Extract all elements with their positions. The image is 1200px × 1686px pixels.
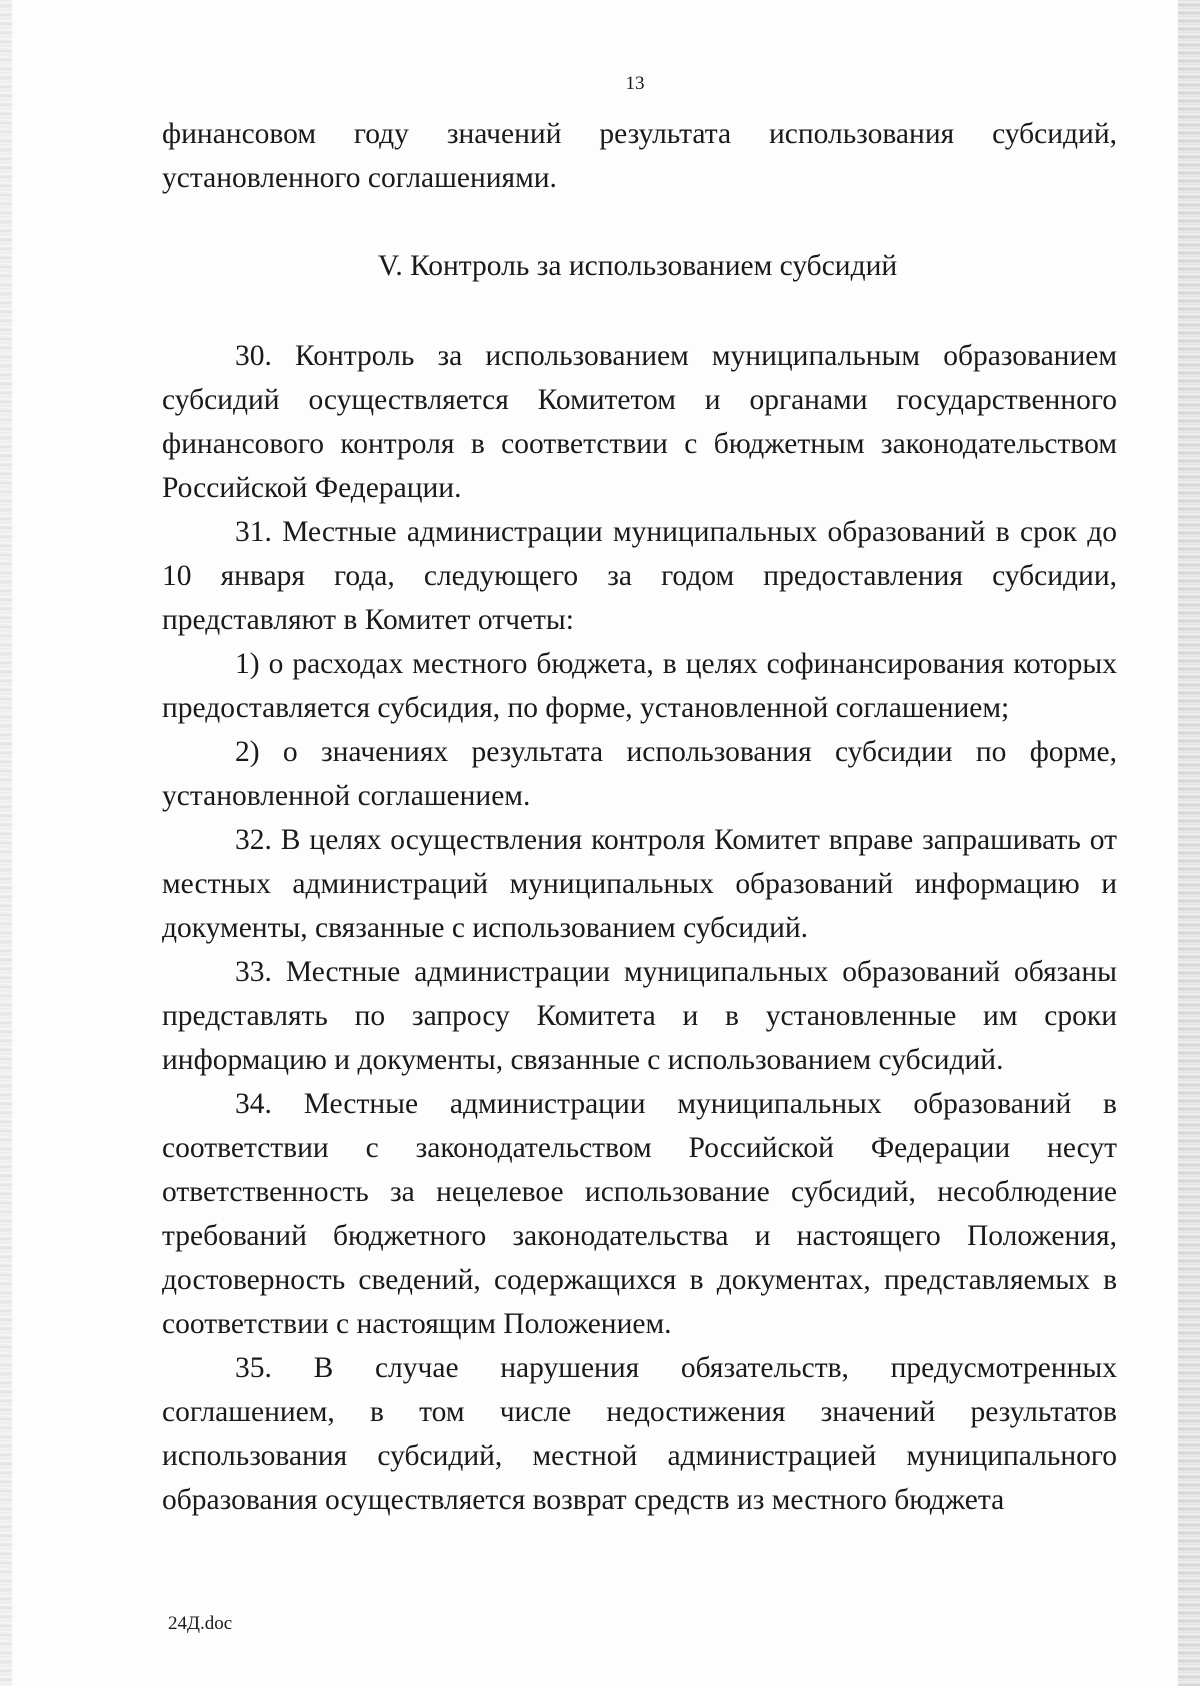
continuation-paragraph: финансовом году значений результата использования субсидий, установленного соглашениями. [162,118,1117,194]
body-text [162,334,1117,1522]
page-number: 13 [625,73,645,94]
continuation-block [162,112,1117,200]
paragraph-33: 33. Местные администрации муниципальных образований обязаны представлять по запросу Комитета и в установленные им сроки информацию и документы, связанные с использованием субсидий. [162,956,1117,1076]
paragraph-31: 31. Местные администрации муниципальных образований в срок до 10 января года, следующего за годом предоставления субсидии, представляют в Комитет отчеты: [162,516,1117,636]
scan-edge-left [0,0,12,1686]
paragraph-31-item-2: 2) о значениях результата использования субсидии по форме, установленной соглашением. [162,736,1117,812]
paragraph-32: 32. В целях осуществления контроля Комитет вправе запрашивать от местных администраций муниципальных образований информацию и документы, связанные с использованием субсидий. [162,824,1117,944]
paragraph-30: 30. Контроль за использованием муниципальным образованием субсидий осуществляется Комитетом и органами государственного финансового контроля в соответствии с бюджетным законодательством Российской Федерации. [162,340,1117,504]
scan-edge-right [1178,0,1200,1686]
section-heading: V. Контроль за использованием субсидий [377,250,898,282]
paragraph-35: 35. В случае нарушения обязательств, предусмотренных соглашением, в том числе недостижения значений результатов использования субсидий, местной администрацией муниципального образования осуществляется возврат средств из местного бюджета [162,1352,1117,1516]
footer-filename: 24Д.doc [168,1613,233,1634]
paragraph-31-item-1: 1) о расходах местного бюджета, в целях софинансирования которых предоставляется субсидия, по форме, установленной соглашением; [162,648,1117,724]
paragraph-34: 34. Местные администрации муниципальных образований в соответствии с законодательством Российской Федерации несут ответственность за нецелевое использование субсидий, несоблюдение требований бюджетного законодательства и настоящего Положения, достоверность сведений, содержащихся в документах, представляемых в соответствии с настоящим Положением. [162,1088,1117,1340]
